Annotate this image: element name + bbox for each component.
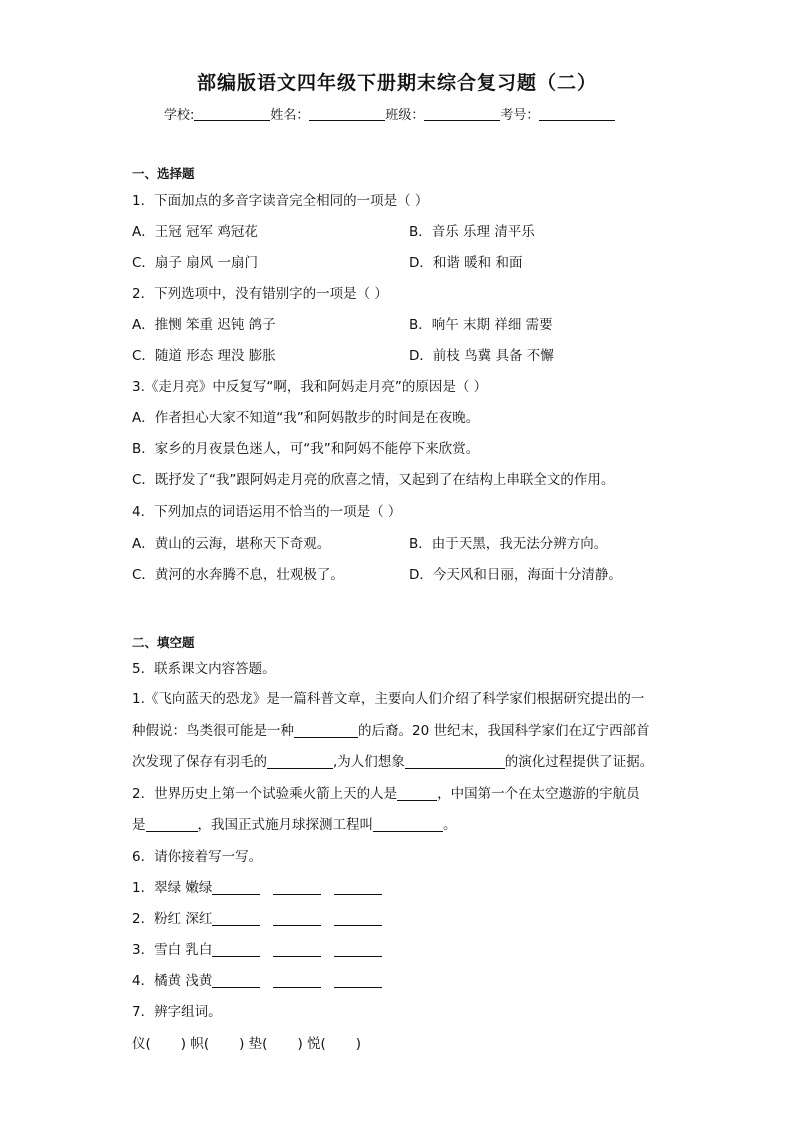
answer-blank[interactable] (273, 973, 321, 988)
answer-blank[interactable] (334, 911, 382, 926)
name-label: 姓名： (270, 108, 310, 123)
char-group: ) 悦( (297, 1036, 326, 1052)
question-6-item (132, 910, 382, 928)
question-1-option-a: A．王冠 冠军 鸡冠花 (132, 224, 258, 240)
text-fragment: 种假说：鸟类很可能是一种 (132, 723, 294, 739)
school-label: 学校: (164, 108, 195, 123)
name-field[interactable] (309, 106, 385, 121)
student-info-line (164, 104, 615, 123)
question-5-stem: 5．联系课文内容答题。 (132, 661, 276, 677)
answer-blank[interactable] (273, 911, 321, 926)
answer-blank[interactable] (212, 880, 260, 895)
question-3-option-c: C．既抒发了“我”跟阿妈走月亮的欣喜之情，又起到了在结构上串联全文的作用。 (132, 472, 615, 488)
answer-blank[interactable] (334, 942, 382, 957)
question-7-chars (132, 1035, 361, 1053)
item-label: 3．雪白 乳白 (132, 942, 213, 958)
question-5-part1-line2 (132, 722, 649, 740)
text-fragment: 2．世界历史上第一个试验乘火箭上天的人是 (132, 786, 398, 802)
question-1-stem: 1．下面加点的多音字读音完全相同的一项是（ ） (132, 193, 429, 209)
question-2-option-a: A．推恻 笨重 迟钝 鸽子 (132, 317, 276, 333)
question-5-part2-line2 (132, 816, 457, 834)
question-6-item (132, 879, 382, 897)
char-group: ) 垫( (239, 1036, 268, 1052)
text-fragment: 的演化过程提供了证据。 (504, 754, 654, 770)
question-4-option-b: B．由于天黑，我无法分辨方向。 (409, 536, 608, 552)
text-fragment: 的后裔。20 世纪末，我国科学家们在辽宁西部首 (358, 723, 650, 739)
question-3-option-a: A．作者担心大家不知道“我”和阿妈散步的时间是在夜晚。 (132, 410, 480, 426)
text-fragment: ，我国正式施月球探测工程叫 (197, 817, 373, 833)
char-group: ) 帜( (180, 1036, 210, 1052)
class-field[interactable] (424, 106, 500, 121)
question-5-part1-line1: 1.《飞向蓝天的恐龙》是一篇科普文章，主要向人们介绍了科学家们根据研究提出的一 (132, 691, 645, 707)
answer-blank[interactable] (334, 973, 382, 988)
number-label: 考号： (500, 108, 540, 123)
question-5-part2-line1 (132, 785, 640, 803)
question-2-option-c: C．随道 形态 理没 膨胀 (132, 348, 276, 364)
text-fragment: ,为人们想象 (333, 754, 405, 770)
answer-blank[interactable] (146, 817, 198, 832)
item-label: 2．粉红 深红 (132, 911, 213, 927)
class-label: 班级： (385, 108, 425, 123)
text-fragment: 。 (443, 817, 457, 833)
section-heading-choice: 一、选择题 (132, 166, 195, 181)
item-label: 4．橘黄 浅黄 (132, 973, 213, 989)
question-4-option-d: D．今天风和日丽，海面十分清静。 (409, 567, 622, 583)
answer-blank[interactable] (397, 786, 437, 801)
char-group: 仪( (132, 1036, 151, 1052)
question-1-option-b: B．音乐 乐理 清平乐 (409, 224, 535, 240)
question-4-stem: 4．下列加点的词语运用不恰当的一项是（ ） (132, 504, 402, 520)
text-fragment: ，中国第一个在太空遨游的宇航员 (437, 786, 640, 802)
answer-blank[interactable] (273, 942, 321, 957)
question-3-stem: 3.《走月亮》中反复写“啊，我和阿妈走月亮”的原因是（ ） (132, 379, 488, 395)
answer-blank[interactable] (373, 817, 443, 832)
answer-blank[interactable] (267, 754, 333, 769)
question-2-option-b: B．响午 末期 祥细 需要 (409, 317, 553, 333)
page-title: 部编版语文四年级下册期末综合复习题（二） (196, 72, 597, 94)
item-label: 1．翠绿 嫩绿 (132, 880, 213, 896)
answer-blank[interactable] (405, 754, 505, 769)
answer-blank[interactable] (294, 723, 358, 738)
question-1-option-d: D．和谐 暖和 和面 (409, 255, 523, 271)
question-2-stem: 2．下列选项中，没有错别字的一项是（ ） (132, 286, 388, 302)
question-5-part1-line3 (132, 753, 653, 771)
question-6-item (132, 941, 382, 959)
question-3-option-b: B．家乡的月夜景色迷人，可“我”和阿妈不能停下来欣赏。 (132, 441, 480, 457)
question-4-option-a: A．黄山的云海，堪称天下奇观。 (132, 536, 331, 552)
question-1-option-c: C．扇子 扇风 一扇门 (132, 255, 259, 271)
answer-blank[interactable] (212, 911, 260, 926)
question-2-option-d: D．前枝 鸟冀 具备 不懈 (409, 348, 554, 364)
question-6-stem: 6．请你接着写一写。 (132, 849, 263, 865)
question-7-stem: 7．辨字组词。 (132, 1004, 222, 1020)
school-field[interactable] (194, 106, 270, 121)
question-6-item (132, 972, 382, 990)
char-group: ) (355, 1036, 362, 1052)
number-field[interactable] (539, 106, 615, 121)
answer-blank[interactable] (334, 880, 382, 895)
text-fragment: 是 (132, 817, 146, 833)
answer-blank[interactable] (212, 973, 260, 988)
section-heading-fill: 二、填空题 (132, 635, 195, 650)
text-fragment: 次发现了保存有羽毛的 (132, 754, 267, 770)
question-4-option-c: C．黄河的水奔腾不息，壮观极了。 (132, 567, 344, 583)
answer-blank[interactable] (273, 880, 321, 895)
answer-blank[interactable] (212, 942, 260, 957)
